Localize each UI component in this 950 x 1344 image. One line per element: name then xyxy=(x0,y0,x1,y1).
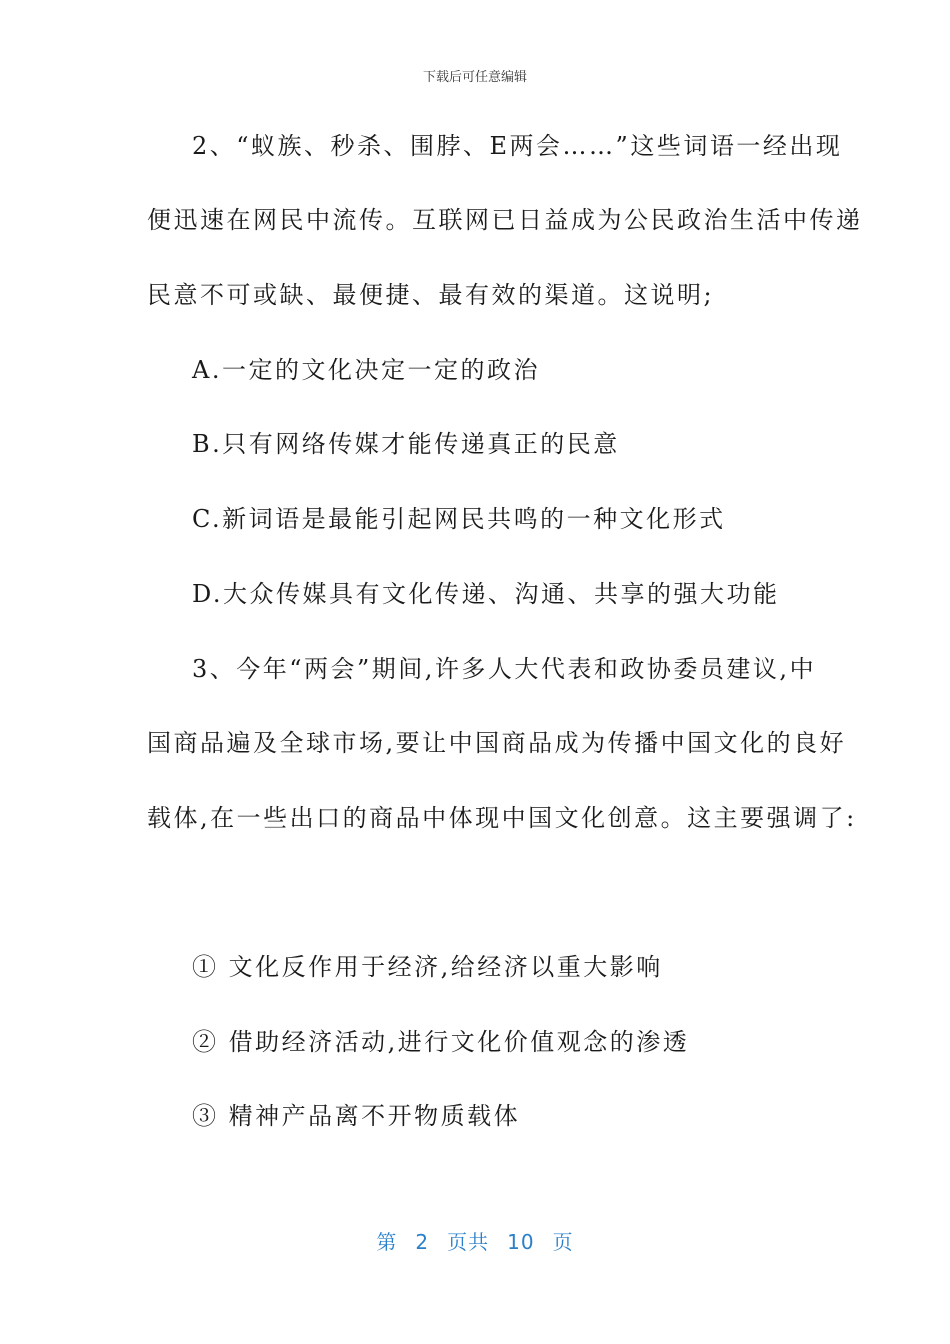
question-2-option-a: A.一定的文化决定一定的政治 xyxy=(192,356,540,384)
question-3-statement-1: ① 文化反作用于经济,给经济以重大影响 xyxy=(192,953,663,981)
question-3-statement-3: ③ 精神产品离不开物质载体 xyxy=(192,1102,521,1130)
question-2-stem-line-2: 便迅速在网民中流传。互联网已日益成为公民政治生活中传递 xyxy=(147,206,863,234)
question-3-stem-line-1: 3、今年“两会”期间,许多人大代表和政协委员建议,中 xyxy=(192,655,817,683)
footer-page-number: 2 xyxy=(415,1230,430,1254)
footer-suffix: 页 xyxy=(552,1230,574,1254)
question-2-option-d: D.大众传媒具有文化传递、沟通、共享的强大功能 xyxy=(192,580,780,608)
footer-middle: 页共 xyxy=(447,1230,490,1254)
footer-total-pages: 10 xyxy=(507,1230,535,1254)
question-2-option-b: B.只有网络传媒才能传递真正的民意 xyxy=(192,430,620,458)
question-3-stem-line-3: 载体,在一些出口的商品中体现中国文化创意。这主要强调了: xyxy=(147,804,857,832)
question-2-stem-line-1: 2、“蚁族、秒杀、围脖、E两会……”这些词语一经出现 xyxy=(192,132,843,160)
question-2-stem-line-3: 民意不可或缺、最便捷、最有效的渠道。这说明; xyxy=(147,281,715,309)
question-2-option-c: C.新词语是最能引起网民共鸣的一种文化形式 xyxy=(192,505,726,533)
page-footer xyxy=(0,1226,950,1255)
page-header-note: 下载后可任意编辑 xyxy=(422,70,527,85)
question-3-stem-line-2: 国商品遍及全球市场,要让中国商品成为传播中国文化的良好 xyxy=(147,729,847,757)
footer-prefix: 第 xyxy=(376,1230,398,1254)
question-3-statement-2: ② 借助经济活动,进行文化价值观念的渗透 xyxy=(192,1028,690,1056)
